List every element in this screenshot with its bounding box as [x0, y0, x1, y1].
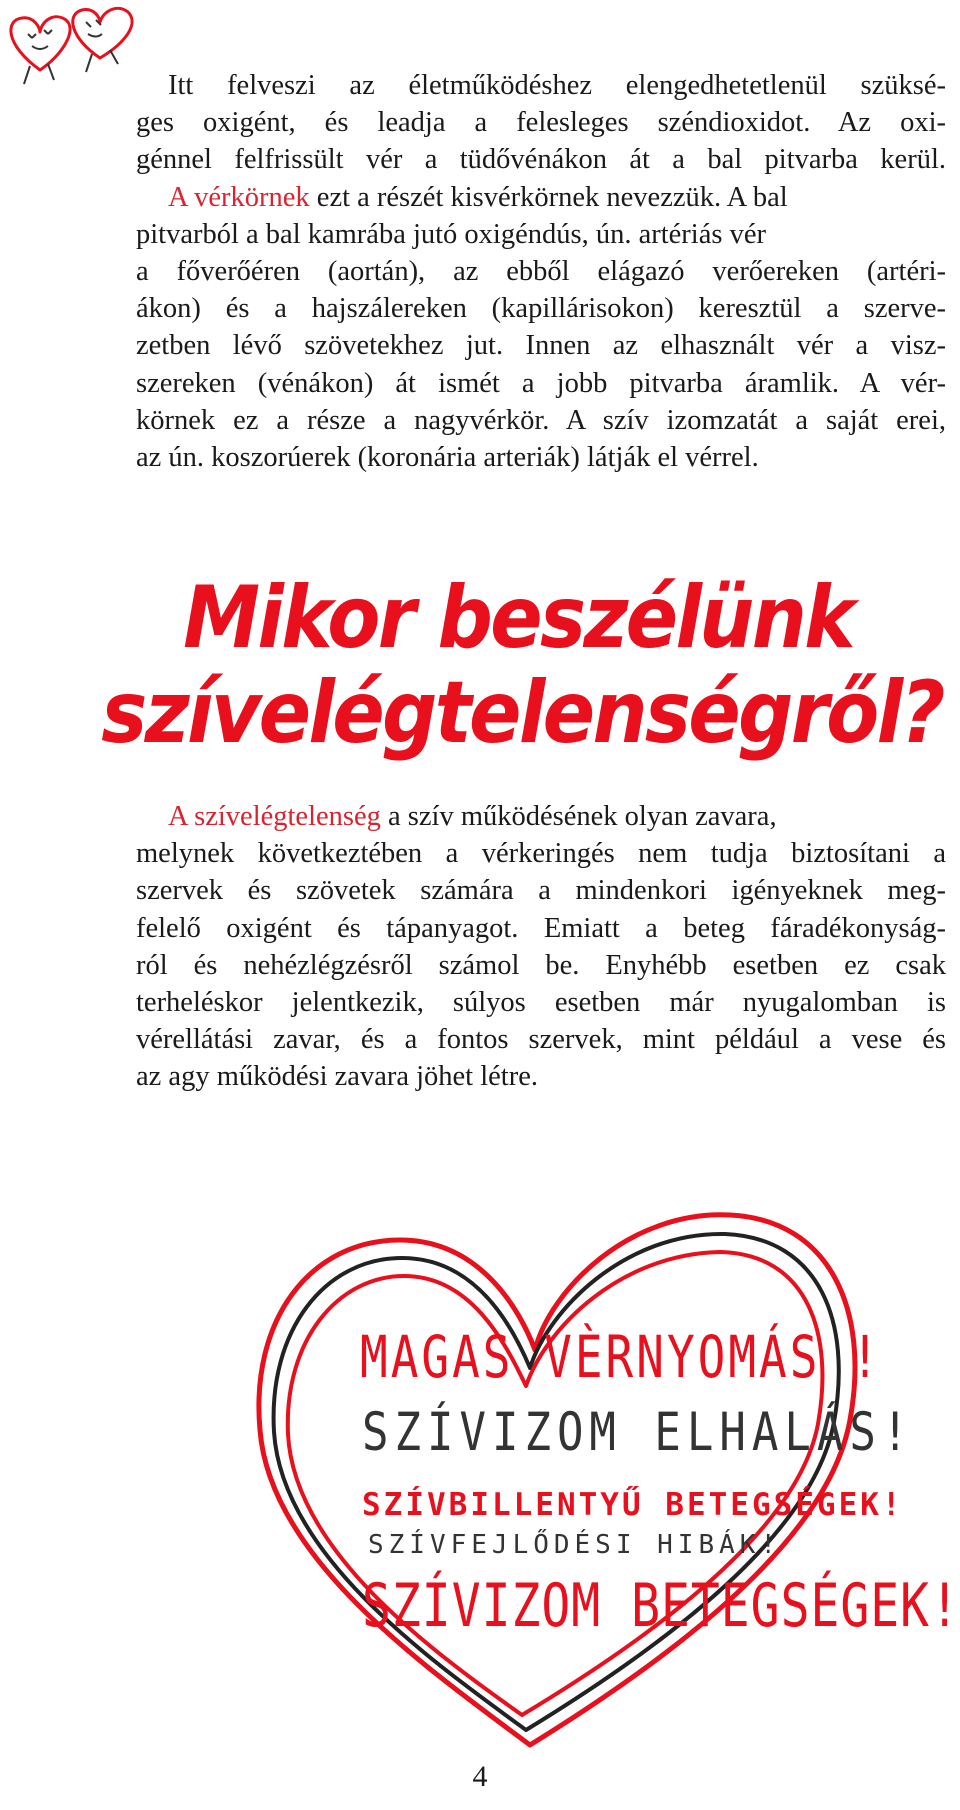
illustration-text-line: SZÍVBILLENTYŰ BETEGSÉGEK! [362, 1487, 904, 1523]
headline-line-2: szívelégtelenségről? [101, 663, 943, 763]
heart-outline-icon [230, 1200, 900, 1760]
hearts-doodle-icon [0, 0, 150, 90]
text-line: a főverőéren (aortán), az ebből elágazó verőereken (artéri- [136, 256, 946, 288]
headline-line-1: Mikor beszélünk [183, 568, 853, 668]
text-segment: ezt a részét kisvérkörnek nevezzük. A bal [309, 181, 788, 213]
text-line: felelő oxigént és tápanyagot. Emiatt a beteg fáradékonyság- [136, 912, 946, 944]
illustration-text-line: SZÍVIZOM BETEGSÉGEK! [362, 1571, 960, 1641]
text-line: Itt felveszi az életműködéshez elengedhetetlenül szüksé- [168, 70, 946, 101]
text-line: vérellátási zavar, és a fontos szervek, mint például a vese és [136, 1024, 946, 1056]
text-segment: a szív működésének olyan zavara, [380, 801, 777, 832]
text-line: az ún. koszorúerek (koronária arteriák) látják el vérrel. [136, 442, 759, 474]
text-line: pitvarból a bal kamrába jutó oxigéndús, ún. artériás vér [136, 218, 766, 250]
illustration-text-line: MAGAS VÈRNYOMÁS ! [360, 1323, 882, 1391]
text-line: zetben lévő szövetekhez jut. Innen az elhasznált vér a visz- [136, 330, 946, 362]
highlight-term: A vérkörnek [168, 181, 310, 213]
text-line [136, 798, 946, 835]
text-line: terheléskor jelentkezik, súlyos esetben már nyugalomban is [136, 987, 946, 1019]
highlight-term: A szívelégtelenség [168, 801, 381, 832]
text-line: ges oxigént, és leadja a felesleges széndioxidot. Az oxi- [136, 107, 946, 139]
text-line: ákon) és a hajszálereken (kapillárisokon) keresztül a szerve- [136, 293, 946, 325]
text-line: ról és nehézlégzésről számol be. Enyhébb esetben ez csak [136, 949, 946, 981]
text-line: az agy működési zavara jöhet létre. [136, 1061, 538, 1093]
text-line: génnel felfrissült vér a tüdővénákon át a bal pitvarba kerül. [136, 144, 946, 176]
illustration-text-line: SZÍVIZOM ELHALÁS! [362, 1401, 915, 1464]
paragraph-heart-failure [136, 798, 946, 1096]
text-line: szereken (vénákon) át ismét a jobb pitvarba áramlik. A vér- [136, 367, 946, 399]
page-number: 4 [472, 1760, 488, 1793]
text-line: körnek ez a része a nagyvérkör. A szív izomzatát a saját erei, [136, 404, 946, 436]
text-line: melynek következtében a vérkeringés nem tudja biztosítani a [136, 838, 946, 870]
text-line: szervek és szövetek számára a mindenkori igényeknek meg- [136, 875, 946, 907]
text-line [136, 179, 946, 216]
illustration-text-line: SZÍVFEJLŐDÉSI HIBÁK! [368, 1530, 782, 1560]
paragraph-circulation [136, 67, 946, 476]
